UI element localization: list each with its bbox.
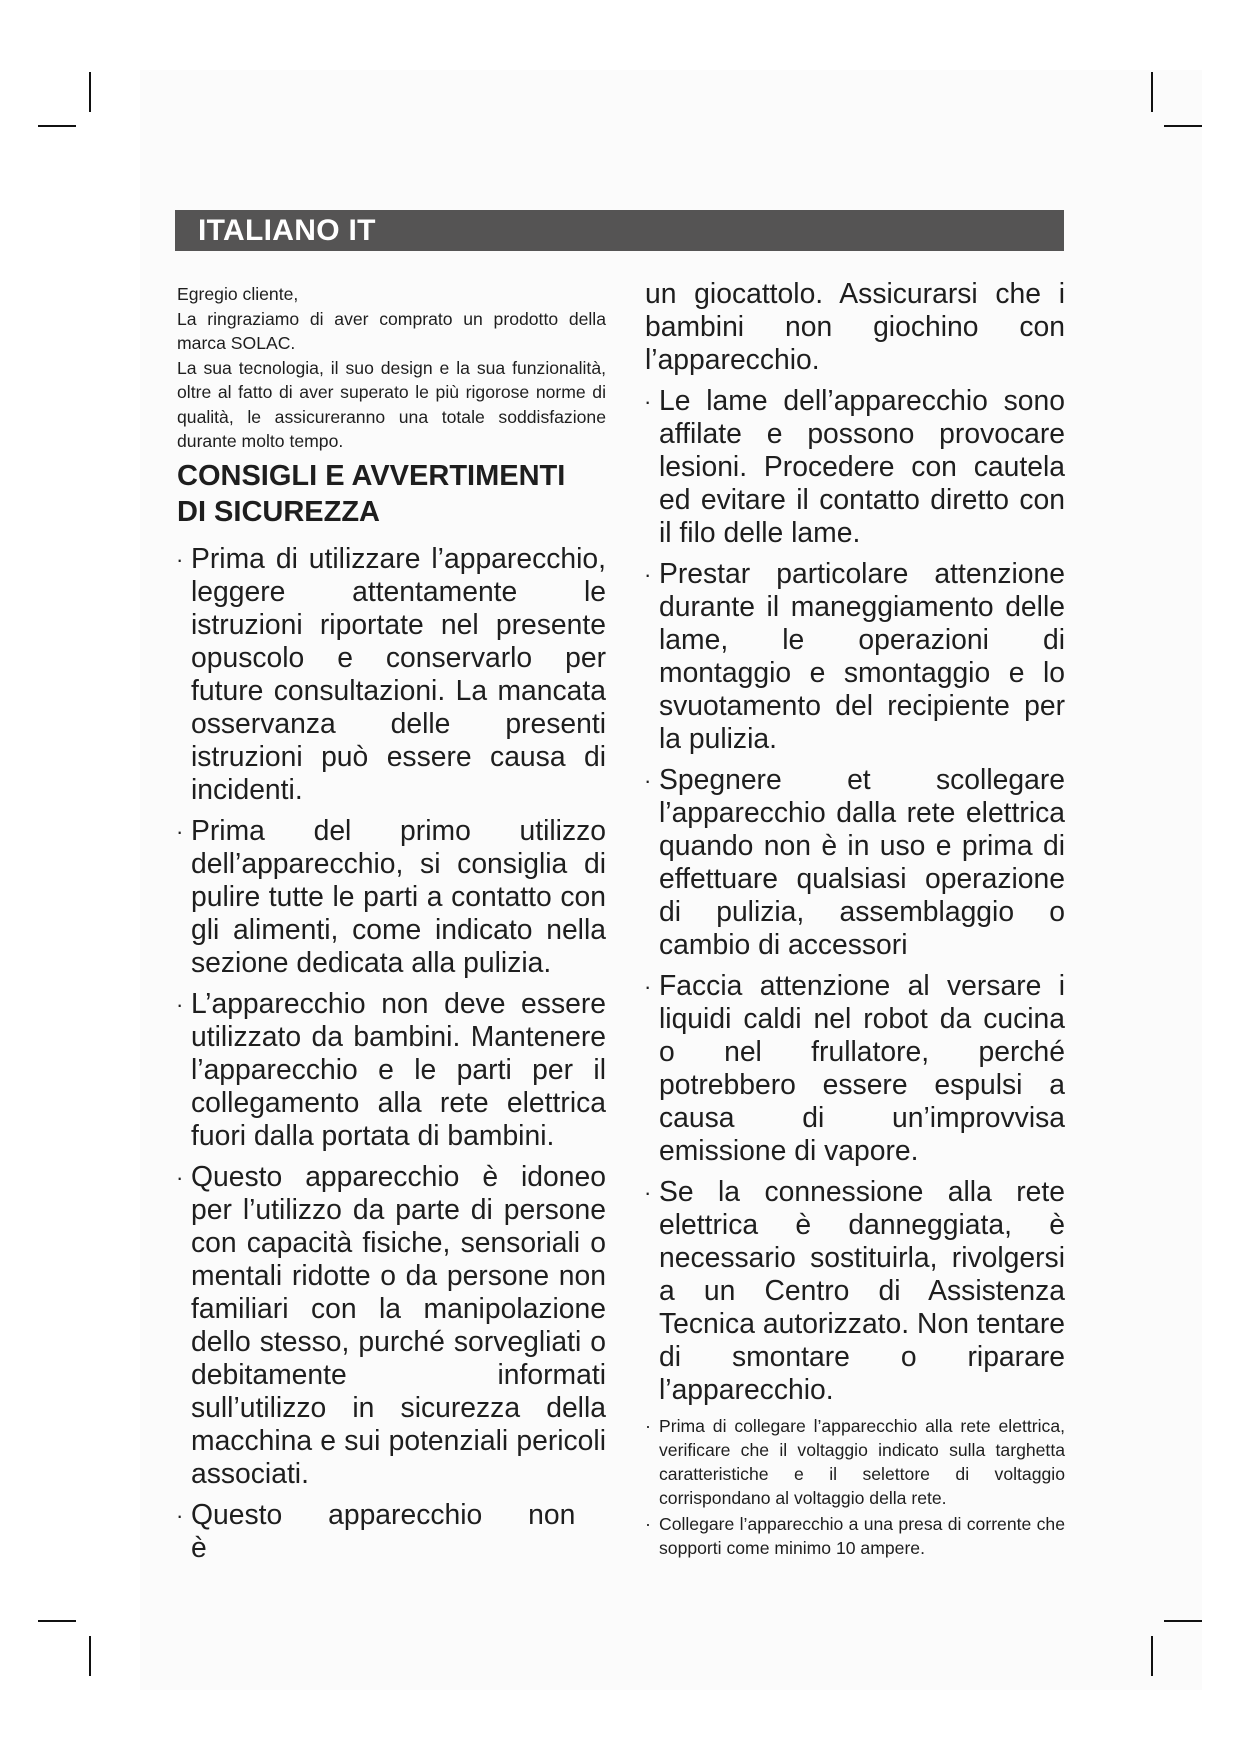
list-item: · Questo apparecchio è idoneo per l’utilizzo da parte di persone con capacità fisiche, sensoriali o mentali ridotte o da persone non familiari con la manipolazione dello stesso, purché sorvegliati o debitamente informati sull’utilizzo in sicurezza della macchina e sui potenziali pericoli associati. xyxy=(177,1160,606,1490)
crop-mark xyxy=(1164,125,1202,127)
intro-text xyxy=(177,282,606,454)
safety-list-right xyxy=(645,384,1065,1406)
right-column xyxy=(645,277,1065,1562)
list-item: · Le lame dell’apparecchio sono affilate e possono provocare lesioni. Procedere con cautela ed evitare il contatto diretto con il filo delle lame. xyxy=(645,384,1065,549)
crop-mark xyxy=(89,72,91,112)
crop-mark xyxy=(1151,72,1153,112)
intro-paragraph-1: La ringraziamo di aver comprato un prodotto della marca SOLAC. xyxy=(177,308,606,353)
list-item: · Faccia attenzione al versare i liquidi caldi nel robot da cucina o nel frullatore, perché potrebbero essere espulsi a causa di un’improvvisa emissione di vapore. xyxy=(645,969,1065,1167)
banner-title: ITALIANO IT xyxy=(198,214,376,247)
language-banner xyxy=(175,210,1064,251)
crop-mark xyxy=(89,1636,91,1676)
list-item: · Prima di collegare l’apparecchio alla rete elettrica, verificare che il voltaggio indicato sulla targhetta caratteristiche e il selettore di voltaggio corrispondano al voltaggio della rete. xyxy=(645,1414,1065,1510)
list-item: · L’apparecchio non deve essere utilizzato da bambini. Mantenere l’apparecchio e le parti per il collegamento alla rete elettrica fuori dalla portata di bambini. xyxy=(177,987,606,1152)
list-item: · Prima del primo utilizzo dell’apparecchio, si consiglia di pulire tutte le parti a contatto con gli alimenti, come indicato nella sezione dedicata alla pulizia. xyxy=(177,814,606,979)
electrical-notes-list xyxy=(645,1414,1065,1560)
crop-mark xyxy=(1164,1620,1202,1622)
section-heading xyxy=(177,458,606,530)
list-item: · Prestar particolare attenzione durante il maneggiamento delle lame, le operazioni di montaggio e smontaggio e lo svuotamento del recipiente per la pulizia. xyxy=(645,557,1065,755)
intro-greeting: Egregio cliente, xyxy=(177,284,299,304)
continued-text: un giocattolo. Assicurarsi che i bambini non giochino con l’apparecchio. xyxy=(645,277,1065,375)
list-item: · Prima di utilizzare l’apparecchio, leggere attentamente le istruzioni riportate nel presente opuscolo e conservarlo per future consultazioni. La mancata osservanza delle presenti istruzioni può essere causa di incidenti. xyxy=(177,542,606,806)
list-item: · Collegare l’apparecchio a una presa di corrente che sopporti come minimo 10 ampere. xyxy=(645,1512,1065,1560)
heading-line-1: CONSIGLI E AVVERTIMENTI xyxy=(177,459,566,492)
crop-mark xyxy=(38,125,76,127)
list-item: · Questo apparecchio non è xyxy=(177,1498,606,1564)
heading-line-2: DI SICUREZZA xyxy=(177,495,380,528)
crop-mark xyxy=(38,1620,76,1622)
list-item: · Se la connessione alla rete elettrica è danneggiata, è necessario sostituirla, rivolgersi a un Centro di Assistenza Tecnica autorizzato. Non tentare di smontare o riparare l’apparecchio. xyxy=(645,1175,1065,1406)
safety-list-left xyxy=(177,542,606,1564)
left-column xyxy=(177,282,606,1572)
intro-paragraph-2: La sua tecnologia, il suo design e la sua funzionalità, oltre al fatto di aver superato le più rigorose norme di qualità, le assicureranno una totale soddisfazione durante molto tempo. xyxy=(177,357,606,451)
crop-mark xyxy=(1151,1636,1153,1676)
list-item: · Spegnere et scollegare l’apparecchio dalla rete elettrica quando non è in uso e prima di effettuare qualsiasi operazione di pulizia, assemblaggio o cambio di accessori xyxy=(645,763,1065,961)
